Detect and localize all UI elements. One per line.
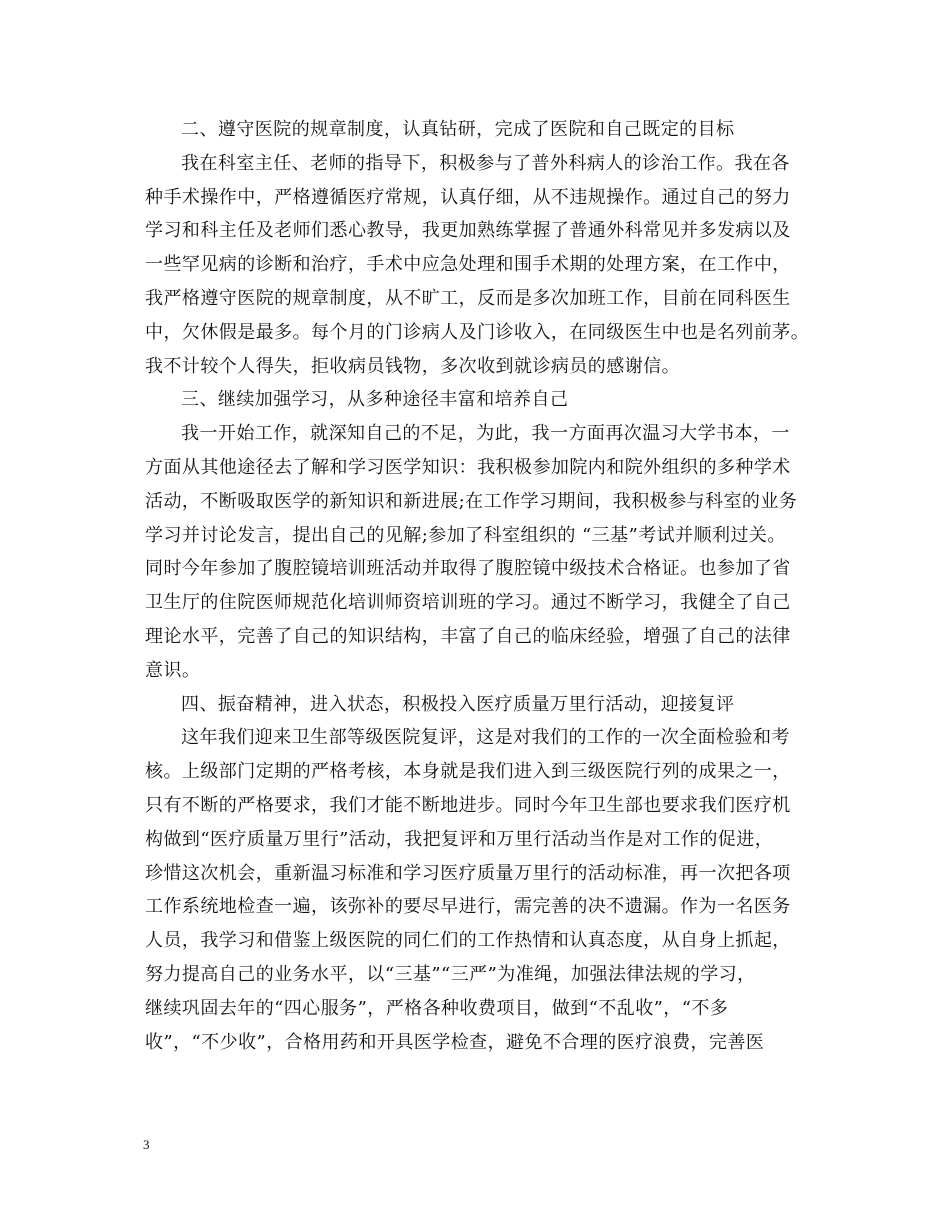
section-heading: 三、继续加强学习，从多种途径丰富和培养自己 (181, 389, 569, 411)
paragraph-line: 卫生厅的住院医师规范化培训师资培训班的学习。通过不断学习，我健全了自己 (145, 592, 791, 614)
paragraph-line: 我严格遵守医院的规章制度，从不旷工，反而是多次加班工作，目前在同科医生 (145, 287, 791, 309)
paragraph-line: 意识。 (145, 659, 201, 681)
paragraph-line: 努力提高自己的业务水平，以“三基”“三严”为准绳，加强法律法规的学习， (145, 963, 756, 985)
paragraph-line: 人员，我学习和借鉴上级医院的同仁们的工作热情和认真态度，从自身上抓起， (145, 930, 791, 952)
paragraph-line: 我在科室主任、老师的指导下，积极参与了普外科病人的诊治工作。我在各 (181, 152, 790, 174)
paragraph-line: 理论水平，完善了自己的知识结构，丰富了自己的临床经验，增强了自己的法律 (145, 625, 791, 647)
paragraph-line: 这年我们迎来卫生部等级医院复评，这是对我们的工作的一次全面检验和考 (181, 727, 790, 749)
paragraph-line: 收”，“不少收”，合格用药和开具医学检查，避免不合理的医疗浪费，完善医 (145, 1031, 765, 1053)
paragraph-line: 学习并讨论发言，提出自己的见解;参加了科室组织的 “三基”考试并顺利过关。 (145, 524, 786, 546)
document-body (145, 113, 810, 1059)
paragraph-line: 继续巩固去年的“四心服务”，严格各种收费项目，做到“不乱收”，“不多 (145, 997, 729, 1019)
paragraph-line: 工作系统地检查一遍，该弥补的要尽早进行，需完善的决不遗漏。作为一名医务 (145, 896, 791, 918)
paragraph-line: 种手术操作中，严格遵循医疗常规，认真仔细，从不违规操作。通过自己的努力 (145, 186, 791, 208)
paragraph-line: 中，欠休假是最多。每个月的门诊病人及门诊收入，在同级医生中也是名列前茅。 (145, 321, 810, 343)
paragraph-line: 我一开始工作，就深知自己的不足，为此，我一方面再次温习大学书本，一 (181, 423, 790, 445)
paragraph-line: 同时今年参加了腹腔镜培训班活动并取得了腹腔镜中级技术合格证。也参加了省 (145, 558, 791, 580)
paragraph-line: 只有不断的严格要求，我们才能不断地进步。同时今年卫生部也要求我们医疗机 (145, 794, 791, 816)
paragraph-line: 学习和科主任及老师们悉心教导，我更加熟练掌握了普通外科常见并多发病以及 (145, 220, 791, 242)
paragraph-line: 核。上级部门定期的严格考核，本身就是我们进入到三级医院行列的成果之一， (145, 761, 791, 783)
paragraph-line: 一些罕见病的诊断和治疗，手术中应急处理和围手术期的处理方案，在工作中， (145, 254, 791, 276)
paragraph-line: 方面从其他途径去了解和学习医学知识：我积极参加院内和院外组织的多种学术 (145, 456, 791, 478)
page-number: 3 (143, 1137, 150, 1152)
paragraph-line: 构做到“医疗质量万里行”活动，我把复评和万里行活动当作是对工作的促进， (145, 828, 774, 850)
section-heading: 四、振奋精神，进入状态，积极投入医疗质量万里行活动，迎接复评 (181, 693, 735, 715)
paragraph-line: 活动，不断吸取医学的新知识和新进展;在工作学习期间，我积极参与科室的业务 (145, 490, 798, 512)
paragraph-line: 珍惜这次机会，重新温习标准和学习医疗质量万里行的活动标准，再一次把各项 (145, 862, 791, 884)
paragraph-line: 我不计较个人得失，拒收病员钱物，多次收到就诊病员的感谢信。 (145, 355, 681, 377)
section-heading: 二、遵守医院的规章制度，认真钻研，完成了医院和自己既定的目标 (181, 119, 735, 140)
